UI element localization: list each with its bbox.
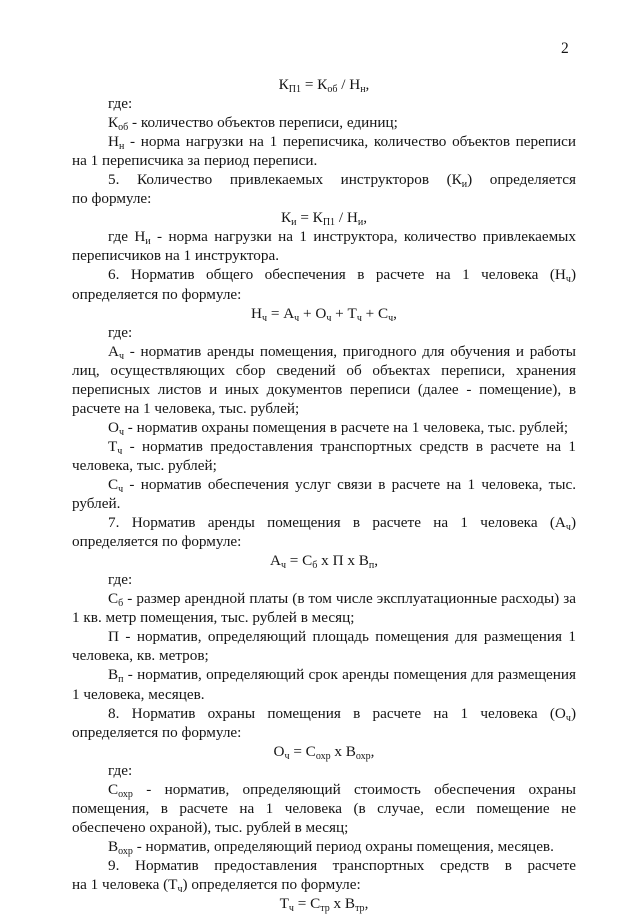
definition-vp: $В_п$ - норматив, определяющий срок аренды помещения для размещения 1 человека, месяцев.	[72, 666, 576, 703]
definition-ni: где $Н_и$ - норма нагрузки на 1 инструктора, количество привлекаемых переписчиков на 1 инструктора.	[72, 228, 576, 265]
page-number: 2	[561, 40, 569, 57]
where-label: где:	[108, 323, 133, 341]
paragraph-5-end: по формуле:	[72, 190, 152, 208]
formula-nch: $Н_ч = А_ч + О_ч + Т_ч + С_ч$,	[251, 304, 397, 324]
definition-p: П - норматив, определяющий площадь помещения для размещения 1 человека, кв. метров;	[72, 628, 576, 665]
definition-kob: $К_{об}$ - количество объектов переписи, единиц;	[108, 114, 398, 134]
definition-sohr: $С_{охр}$ - норматив, определяющий стоимость обеспечения охраны помещения, в расчете на 1 человека (в случае, если помещение не обеспечено охраной), тыс. рублей в месяц;	[72, 780, 576, 836]
paragraph-5: 5. Количество привлекаемых инструкторов $(К_и)$ определяется	[108, 171, 576, 191]
definition-nn: $Н_н$ - норма нагрузки на 1 переписчика, количество объектов переписи на 1 переписчика за период переписи.	[72, 133, 576, 170]
formula-kp1: $К_{П1} = К_{об} / Н_н$,	[278, 76, 370, 95]
where-label: где:	[108, 761, 133, 779]
formula-ach: $А_ч = С_б$ x П x $В_п$,	[269, 552, 379, 572]
definition-tch: $Т_ч$ - норматив предоставления транспортных средств в расчете на 1 человека, тыс. рублей;	[72, 437, 576, 474]
paragraph-6: 6. Норматив общего обеспечения в расчете на 1 человека $(Н_ч)$ определяется по формуле:	[72, 266, 576, 303]
where-label: где:	[108, 571, 133, 589]
paragraph-9: 9. Норматив предоставления транспортных средств в расчете	[108, 856, 576, 874]
paragraph-8: 8. Норматив охраны помещения в расчете на 1 человека $(О_ч)$ определяется по формуле:	[72, 704, 576, 741]
paragraph-9-end: на 1 человека $(Т_ч)$ определяется по формуле:	[72, 875, 361, 895]
definition-sch: $С_ч$ - норматив обеспечения услуг связи в расчете на 1 человека, тыс. рублей.	[72, 475, 576, 513]
definition-ach: $А_ч$ - норматив аренды помещения, пригодного для обучения и работы лиц, осуществляющих сбор сведений об объектах переписи, хранения переписных листов и иных документов переписи (далее - помещение), в расчете на 1 человека, тыс. рублей;	[72, 342, 576, 417]
formula-och: $О_ч = С_{охр}$ x $В_{охр}$,	[273, 742, 375, 762]
definition-och: $О_ч$ - норматив охраны помещения в расчете на 1 человека, тыс. рублей;	[108, 418, 569, 438]
document-body	[72, 75, 576, 913]
paragraph-7: 7. Норматив аренды помещения в расчете на 1 человека $(А_ч)$ определяется по формуле:	[72, 514, 576, 551]
definition-sb: $С_б$ - размер арендной платы (в том числе эксплуатационные расходы) за 1 кв. метр помещения, тыс. рублей в месяц;	[72, 590, 576, 627]
definition-vohr: $В_{охр}$ - норматив, определяющий период охраны помещения, месяцев.	[108, 837, 554, 857]
formula-tch: $Т_ч = С_{тр}$ x $В_{тр}$,	[279, 895, 369, 914]
where-label: где:	[108, 95, 133, 113]
formula-ki: $К_и = К_{П1} / Н_и$,	[281, 209, 367, 229]
